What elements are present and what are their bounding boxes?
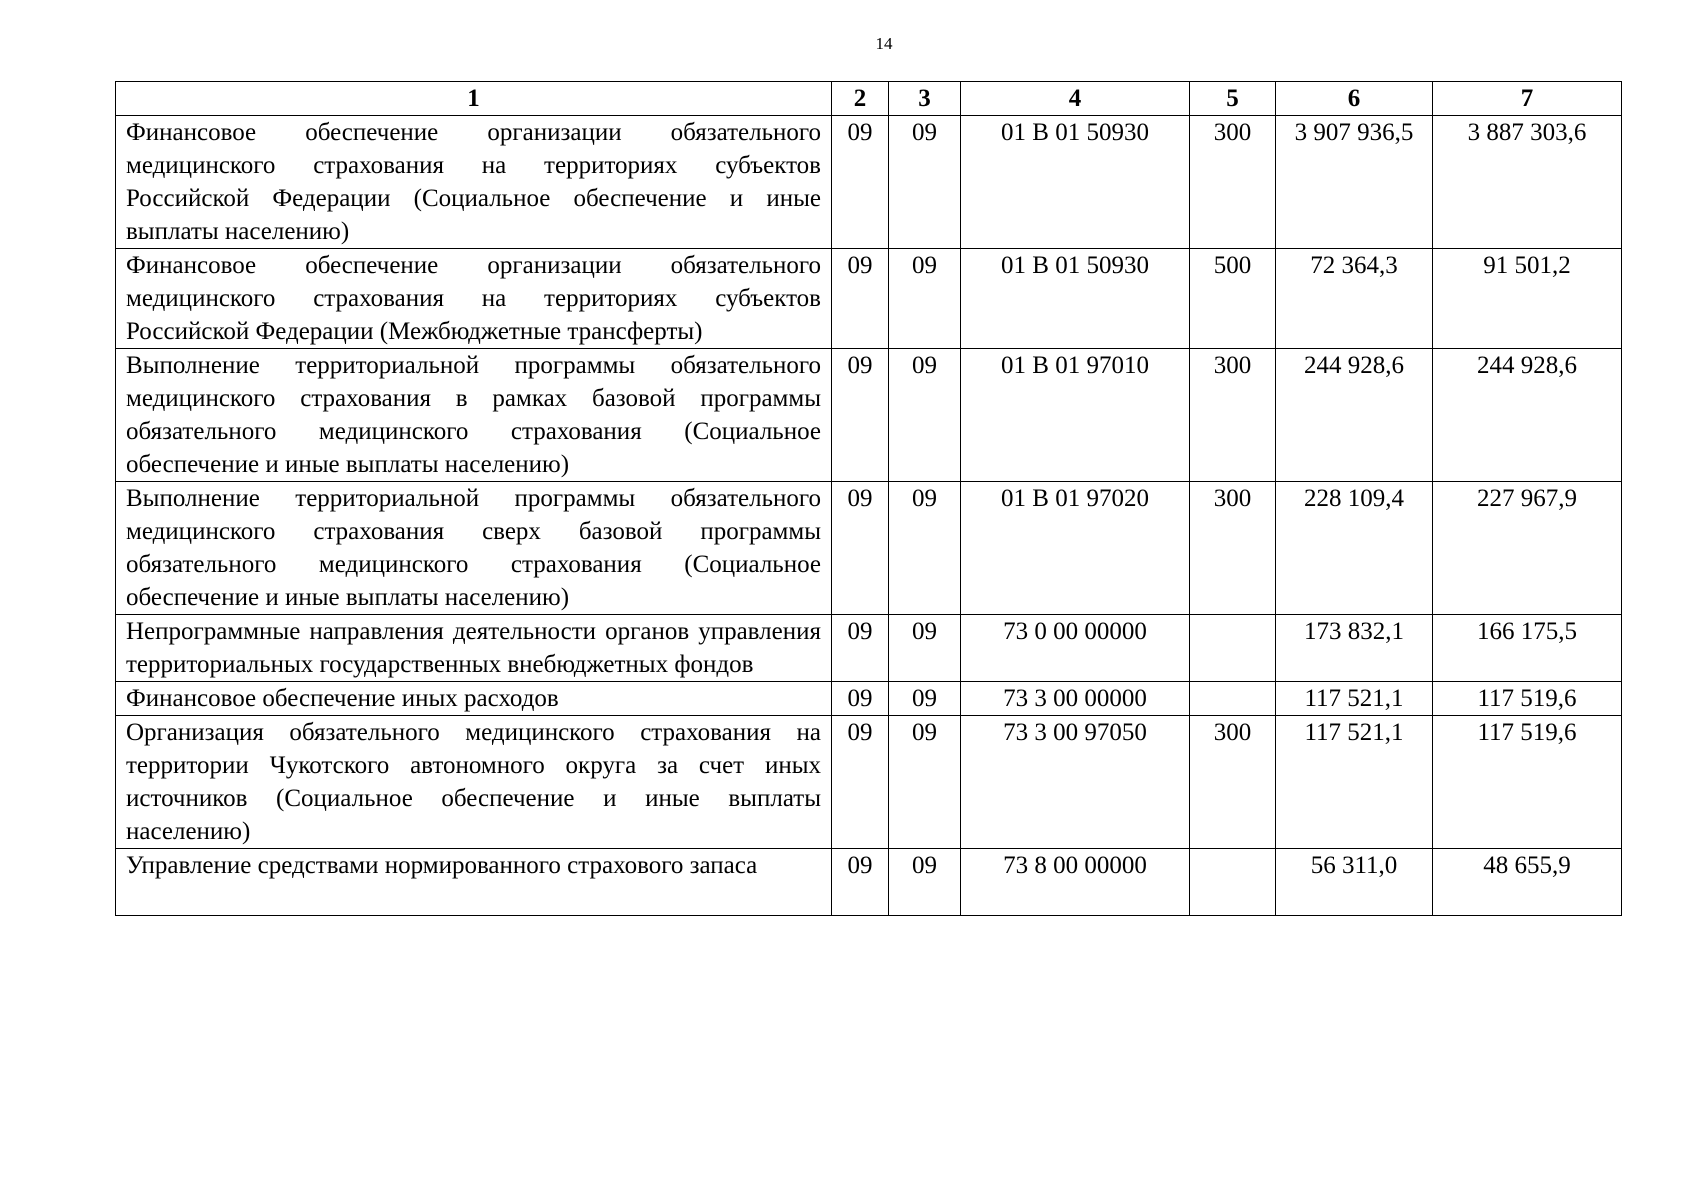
column-header-3: 3 bbox=[889, 82, 961, 116]
row-amount-col6: 244 928,6 bbox=[1276, 349, 1433, 482]
row-amount-col7: 117 519,6 bbox=[1433, 682, 1622, 716]
row-expense-type: 300 bbox=[1190, 482, 1276, 615]
row-expense-type: 300 bbox=[1190, 116, 1276, 249]
row-expense-type: 500 bbox=[1190, 249, 1276, 349]
table-row bbox=[116, 716, 1622, 849]
row-amount-col6: 3 907 936,5 bbox=[1276, 116, 1433, 249]
row-subsection: 09 bbox=[889, 615, 961, 682]
row-amount-col7: 227 967,9 bbox=[1433, 482, 1622, 615]
row-expense-type bbox=[1190, 682, 1276, 716]
row-subsection: 09 bbox=[889, 249, 961, 349]
row-name: Финансовое обеспечение организации обязательного медицинского страхования на территориях субъектов Российской Федерации (Межбюджетные трансферты) bbox=[116, 249, 832, 349]
table-row bbox=[116, 682, 1622, 716]
row-section: 09 bbox=[832, 615, 889, 682]
row-section: 09 bbox=[832, 249, 889, 349]
row-target-code: 01 В 01 50930 bbox=[961, 116, 1190, 249]
column-header-6: 6 bbox=[1276, 82, 1433, 116]
row-section: 09 bbox=[832, 349, 889, 482]
row-amount-col6: 117 521,1 bbox=[1276, 682, 1433, 716]
row-expense-type bbox=[1190, 849, 1276, 916]
row-name: Финансовое обеспечение иных расходов bbox=[116, 682, 832, 716]
row-subsection: 09 bbox=[889, 682, 961, 716]
row-target-code: 01 В 01 97010 bbox=[961, 349, 1190, 482]
row-section: 09 bbox=[832, 682, 889, 716]
row-name: Непрограммные направления деятельности органов управления территориальных государственных внебюджетных фондов bbox=[116, 615, 832, 682]
row-expense-type: 300 bbox=[1190, 349, 1276, 482]
row-section: 09 bbox=[832, 716, 889, 849]
table-row bbox=[116, 249, 1622, 349]
row-section: 09 bbox=[832, 482, 889, 615]
table-header-row bbox=[116, 82, 1622, 116]
row-subsection: 09 bbox=[889, 482, 961, 615]
page-number: 14 bbox=[875, 34, 893, 53]
table-row bbox=[116, 615, 1622, 682]
table-row bbox=[116, 849, 1622, 916]
row-amount-col6: 56 311,0 bbox=[1276, 849, 1433, 916]
column-header-5: 5 bbox=[1190, 82, 1276, 116]
row-name: Выполнение территориальной программы обязательного медицинского страхования сверх базовой программы обязательного медицинского страхования (Социальное обеспечение и иные выплаты населению) bbox=[116, 482, 832, 615]
row-amount-col7: 91 501,2 bbox=[1433, 249, 1622, 349]
row-name: Организация обязательного медицинского страхования на территории Чукотского автономного округа за счет иных источников (Социальное обеспечение и иные выплаты населению) bbox=[116, 716, 832, 849]
row-subsection: 09 bbox=[889, 349, 961, 482]
column-header-4: 4 bbox=[961, 82, 1190, 116]
row-subsection: 09 bbox=[889, 849, 961, 916]
row-amount-col7: 48 655,9 bbox=[1433, 849, 1622, 916]
row-subsection: 09 bbox=[889, 716, 961, 849]
table-row bbox=[116, 116, 1622, 249]
row-section: 09 bbox=[832, 849, 889, 916]
row-target-code: 73 3 00 97050 bbox=[961, 716, 1190, 849]
column-header-1: 1 bbox=[116, 82, 832, 116]
row-amount-col6: 228 109,4 bbox=[1276, 482, 1433, 615]
row-amount-col6: 173 832,1 bbox=[1276, 615, 1433, 682]
row-expense-type: 300 bbox=[1190, 716, 1276, 849]
row-target-code: 73 0 00 00000 bbox=[961, 615, 1190, 682]
row-amount-col7: 117 519,6 bbox=[1433, 716, 1622, 849]
row-target-code: 73 8 00 00000 bbox=[961, 849, 1190, 916]
row-subsection: 09 bbox=[889, 116, 961, 249]
row-section: 09 bbox=[832, 116, 889, 249]
column-header-2: 2 bbox=[832, 82, 889, 116]
row-target-code: 73 3 00 00000 bbox=[961, 682, 1190, 716]
table-row bbox=[116, 349, 1622, 482]
row-expense-type bbox=[1190, 615, 1276, 682]
row-amount-col7: 166 175,5 bbox=[1433, 615, 1622, 682]
column-header-7: 7 bbox=[1433, 82, 1622, 116]
row-name: Финансовое обеспечение организации обязательного медицинского страхования на территориях субъектов Российской Федерации (Социальное обеспечение и иные выплаты населению) bbox=[116, 116, 832, 249]
row-name: Выполнение территориальной программы обязательного медицинского страхования в рамках базовой программы обязательного медицинского страхования (Социальное обеспечение и иные выплаты населению) bbox=[116, 349, 832, 482]
row-amount-col7: 244 928,6 bbox=[1433, 349, 1622, 482]
row-name: Управление средствами нормированного страхового запаса bbox=[116, 849, 832, 916]
row-target-code: 01 В 01 50930 bbox=[961, 249, 1190, 349]
row-target-code: 01 В 01 97020 bbox=[961, 482, 1190, 615]
row-amount-col7: 3 887 303,6 bbox=[1433, 116, 1622, 249]
table-row bbox=[116, 482, 1622, 615]
row-amount-col6: 72 364,3 bbox=[1276, 249, 1433, 349]
row-amount-col6: 117 521,1 bbox=[1276, 716, 1433, 849]
budget-table bbox=[115, 81, 1622, 916]
